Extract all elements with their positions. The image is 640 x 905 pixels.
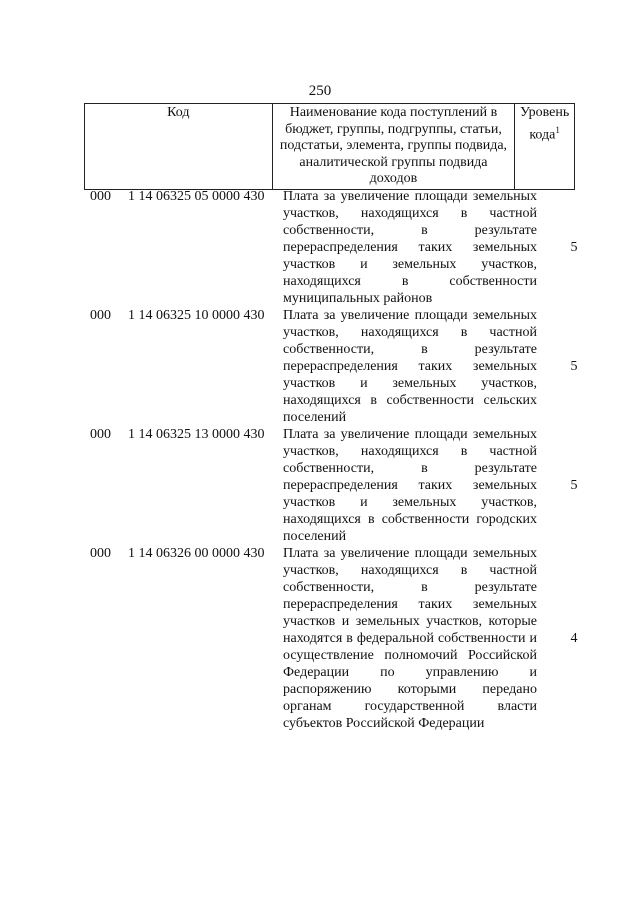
revenue-name: Плата за увеличение площади земельных участков, находящихся в частной собственности, в результате перераспределения таких земельных участков и земельных участков, находящихся в собственности городских поселений: [283, 427, 537, 544]
header-level-label: Уровень кода: [519, 105, 570, 143]
admin-code: 000: [90, 546, 111, 561]
header-level: [515, 104, 575, 190]
code-level: 5: [570, 359, 578, 374]
revenue-code: 1 14 06325 10 0000 430: [128, 308, 265, 323]
admin-code: 000: [90, 427, 111, 442]
code-level: 4: [570, 631, 578, 646]
table-row: [0, 188, 640, 307]
table-row: [0, 426, 640, 545]
header-name: Наименование кода поступлений в бюджет, группы, подгруппы, статьи, подстатьи, элемента, группы подвида, аналитической группы подвида доходов: [272, 104, 515, 190]
revenue-code: 1 14 06325 05 0000 430: [128, 189, 265, 204]
code-level: 5: [570, 240, 578, 255]
revenue-name: Плата за увеличение площади земельных участков, находящихся в частной собственности, в результате перераспределения таких земельных участков и земельных участков, находящихся в собственности сельских поселений: [283, 308, 537, 425]
header-level-footnote: 1: [555, 124, 560, 135]
revenue-name: Плата за увеличение площади земельных участков, находящихся в частной собственности, в результате перераспределения таких земельных участков и земельных участков, которые находятся в федеральной собственности и осуществление полномочий Российской Федерации по управлению и распоряжению которыми передано органам государственной власти субъектов Российской Федерации: [283, 546, 537, 731]
admin-code: 000: [90, 308, 111, 323]
table-row: [0, 307, 640, 426]
code-level: 5: [570, 478, 578, 493]
revenue-code-list: [0, 188, 640, 732]
header-code: Код: [85, 104, 273, 190]
revenue-code: 1 14 06325 13 0000 430: [128, 427, 265, 442]
admin-code: 000: [90, 189, 111, 204]
page-number: 250: [308, 83, 332, 99]
revenue-code: 1 14 06326 00 0000 430: [128, 546, 265, 561]
table-row: [0, 545, 640, 732]
revenue-name: Плата за увеличение площади земельных участков, находящихся в частной собственности, в результате перераспределения таких земельных участков и земельных участков, находящихся в собственности муниципальных районов: [283, 189, 537, 306]
table-header: [84, 103, 575, 190]
